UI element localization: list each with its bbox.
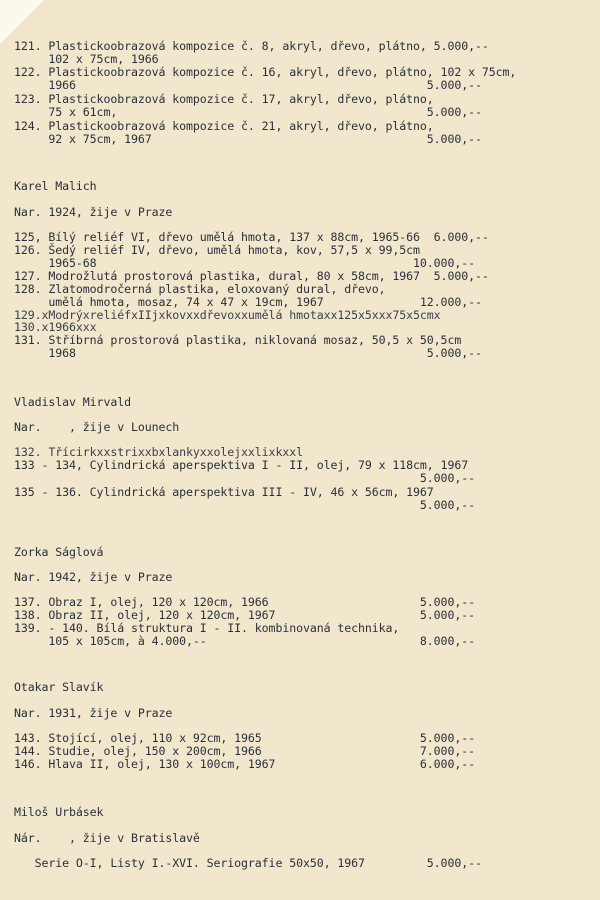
entry-line: 125, Bílý reliéf VI, dřevo umělá hmota, 137 x 88cm, 1965-66 6.000,-- [14, 230, 489, 244]
artist-born: Nar. 1924, žije v Praze [14, 205, 173, 219]
entry-line: 105 x 105cm, à 4.000,-- 8.000,-- [14, 634, 475, 648]
entry-line: 1965-68 10.000,-- [14, 256, 475, 270]
struck-entry-line: 130.x1966xxx [14, 320, 97, 334]
struck-entry-line: 132. Třícirkxxstrixxbxlankyxxolejxxlixkxxl [14, 445, 303, 459]
entry-line: 135 - 136. Cylindrická aperspektiva III - IV, 46 x 56cm, 1967 [14, 485, 434, 499]
entry-line: 133 - 134, Cylindrická aperspektiva I - II, olej, 79 x 118cm, 1967 [14, 458, 469, 472]
entry-line: 143. Stojící, olej, 110 x 92cm, 1965 5.000,-- [14, 731, 475, 745]
entry-line: 102 x 75cm, 1966 [14, 52, 159, 66]
entry-line: 124. Plastickoobrazová kompozice č. 21, akryl, dřevo, plátno, [14, 119, 434, 133]
artist-name: Otakar Slavík [14, 680, 104, 694]
entry-line: 128. Zlatomodročerná plastika, eloxovaný dural, dřevo, [14, 282, 386, 296]
artist-born: Nar. 1931, žije v Praze [14, 706, 173, 720]
entry-line: 75 x 61cm, 5.000,-- [14, 105, 482, 119]
artist-born: Nár. , žije v Bratislavě [14, 831, 200, 845]
artist-born: Nar. 1942, žije v Praze [14, 570, 173, 584]
entry-line: 139. - 140. Bílá struktura I - II. kombinovaná technika, [14, 621, 400, 635]
entry-line: 5.000,-- [14, 498, 475, 512]
artist-name: Zorka Ságlová [14, 545, 104, 559]
entry-line: 137. Obraz I, olej, 120 x 120cm, 1966 5.000,-- [14, 595, 475, 609]
artist-born: Nar. , žije v Lounech [14, 420, 180, 434]
entry-line: 127. Modrožlutá prostorová plastika, dural, 80 x 58cm, 1967 5.000,-- [14, 269, 489, 283]
entry-line: 126. Šedý reliéf IV, dřevo, umělá hmota, kov, 57,5 x 99,5cm [14, 243, 420, 257]
entry-line: 131. Stříbrná prostorová plastika, niklovaná mosaz, 50,5 x 50,5cm [14, 333, 462, 347]
entry-line: 5.000,-- [14, 471, 475, 485]
entry-line: 138. Obraz II, olej, 120 x 120cm, 1967 5.000,-- [14, 608, 475, 622]
folded-corner [0, 0, 44, 44]
struck-entry-line: 129.xModrýxreliéfxIIjxkovxxdřevoxxumělá hmotaxx125x5xxx75x5cmx [14, 308, 441, 322]
entry-line: 122. Plastickoobrazová kompozice č. 16, akryl, dřevo, plátno, 102 x 75cm, [14, 65, 517, 79]
entry-line: 121. Plastickoobrazová kompozice č. 8, akryl, dřevo, plátno, 5.000,-- [14, 39, 489, 53]
entry-line: 92 x 75cm, 1967 5.000,-- [14, 132, 482, 146]
artist-name: Miloš Urbásek [14, 805, 104, 819]
entry-line: umělá hmota, mosaz, 74 x 47 x 19cm, 1967 12.000,-- [14, 295, 482, 309]
entry-line: 144. Studie, olej, 150 x 200cm, 1966 7.000,-- [14, 744, 475, 758]
entry-line: 1968 5.000,-- [14, 346, 482, 360]
artist-name: Karel Malich [14, 179, 97, 193]
entry-line: 146. Hlava II, olej, 130 x 100cm, 1967 6.000,-- [14, 757, 475, 771]
entry-line: 1966 5.000,-- [14, 78, 482, 92]
entry-line: Serie O-I, Listy I.-XVI. Seriografie 50x50, 1967 5.000,-- [14, 856, 482, 870]
entry-line: 123. Plastickoobrazová kompozice č. 17, akryl, dřevo, plátno, [14, 92, 434, 106]
artist-name: Vladislav Mirvald [14, 395, 131, 409]
